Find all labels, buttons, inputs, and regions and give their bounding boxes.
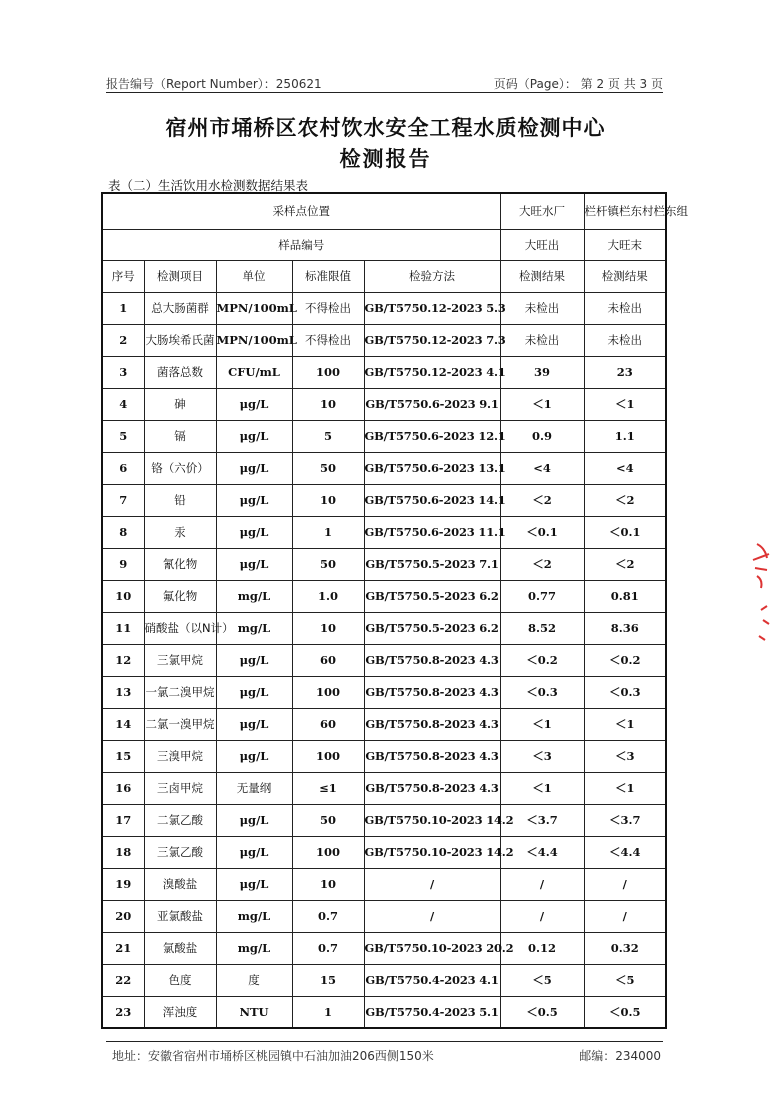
row-unit: μg/L — [216, 676, 292, 708]
row-result-2: ＜5 — [584, 964, 666, 996]
row-limit: 1 — [292, 996, 364, 1028]
row-item: 镉 — [144, 420, 216, 452]
table-row — [102, 708, 666, 740]
row-no: 15 — [102, 740, 144, 772]
row-limit: 5 — [292, 420, 364, 452]
row-no: 19 — [102, 868, 144, 900]
row-unit: μg/L — [216, 484, 292, 516]
row-no: 22 — [102, 964, 144, 996]
row-no: 17 — [102, 804, 144, 836]
table-row — [102, 292, 666, 324]
row-result-2: 0.32 — [584, 932, 666, 964]
row-method: GB/T5750.8-2023 4.3 — [364, 708, 500, 740]
row-item: 大肠埃希氏菌 — [144, 324, 216, 356]
header-divider — [106, 92, 663, 93]
row-unit: MPN/100mL — [216, 292, 292, 324]
row-result-2: ＜1 — [584, 388, 666, 420]
row-unit: 无量纲 — [216, 772, 292, 804]
row-result-2: <4 — [584, 452, 666, 484]
row-method: / — [364, 868, 500, 900]
row-no: 6 — [102, 452, 144, 484]
row-limit: 60 — [292, 644, 364, 676]
sample-2: 大旺末 — [584, 229, 666, 260]
row-result-1: <4 — [500, 452, 584, 484]
row-item: 二氯乙酸 — [144, 804, 216, 836]
col-header-unit: 单位 — [216, 260, 292, 292]
row-result-1: ＜4.4 — [500, 836, 584, 868]
row-no: 23 — [102, 996, 144, 1028]
row-limit: 0.7 — [292, 900, 364, 932]
table-row — [102, 996, 666, 1028]
row-no: 21 — [102, 932, 144, 964]
row-unit: 度 — [216, 964, 292, 996]
table-row — [102, 612, 666, 644]
row-result-2: ＜0.2 — [584, 644, 666, 676]
row-result-2: 未检出 — [584, 324, 666, 356]
report-number: 报告编号（Report Number）：250621 — [106, 77, 322, 91]
row-method: GB/T5750.10-2023 14.2 — [364, 804, 500, 836]
row-result-1: / — [500, 900, 584, 932]
row-item: 三卤甲烷 — [144, 772, 216, 804]
row-result-1: ＜3.7 — [500, 804, 584, 836]
sampling-location-label: 采样点位置 — [102, 193, 500, 229]
row-item: 三氯乙酸 — [144, 836, 216, 868]
row-result-2: ＜1 — [584, 772, 666, 804]
page-number: 页码（Page）： 第 2 页 共 3 页 — [493, 77, 663, 91]
row-result-2: 0.81 — [584, 580, 666, 612]
row-item: 汞 — [144, 516, 216, 548]
row-limit: 10 — [292, 484, 364, 516]
table-row — [102, 772, 666, 804]
report-subtitle: 检测报告 — [339, 147, 432, 171]
row-no: 18 — [102, 836, 144, 868]
row-item: 亚氯酸盐 — [144, 900, 216, 932]
row-method: GB/T5750.6-2023 12.1 — [364, 420, 500, 452]
location-1: 大旺水厂 — [500, 193, 584, 229]
row-result-2: ＜3.7 — [584, 804, 666, 836]
table-row — [102, 644, 666, 676]
table-row — [102, 868, 666, 900]
row-item: 氯酸盐 — [144, 932, 216, 964]
row-result-2: ＜1 — [584, 708, 666, 740]
row-method: GB/T5750.6-2023 14.1 — [364, 484, 500, 516]
row-result-1: ＜1 — [500, 388, 584, 420]
row-result-2: / — [584, 900, 666, 932]
row-no: 8 — [102, 516, 144, 548]
row-unit: μg/L — [216, 836, 292, 868]
row-unit: mg/L — [216, 900, 292, 932]
row-limit: 10 — [292, 868, 364, 900]
footer-divider — [106, 1041, 663, 1042]
row-result-2: ＜0.3 — [584, 676, 666, 708]
row-limit: 不得检出 — [292, 324, 364, 356]
col-header-no: 序号 — [102, 260, 144, 292]
row-result-2: 未检出 — [584, 292, 666, 324]
table-row — [102, 420, 666, 452]
row-limit: 10 — [292, 612, 364, 644]
row-method: GB/T5750.10-2023 20.2 — [364, 932, 500, 964]
footer-postcode: 邮编：234000 — [579, 1049, 661, 1063]
row-item: 一氯二溴甲烷 — [144, 676, 216, 708]
col-header-result-1: 检测结果 — [500, 260, 584, 292]
row-limit: 50 — [292, 548, 364, 580]
row-method: GB/T5750.12-2023 4.1 — [364, 356, 500, 388]
row-unit: mg/L — [216, 932, 292, 964]
sample-1: 大旺出 — [500, 229, 584, 260]
row-item: 总大肠菌群 — [144, 292, 216, 324]
row-method: GB/T5750.6-2023 9.1 — [364, 388, 500, 420]
row-limit: 10 — [292, 388, 364, 420]
row-no: 1 — [102, 292, 144, 324]
row-limit: 15 — [292, 964, 364, 996]
row-item: 三氯甲烷 — [144, 644, 216, 676]
row-result-1: 0.77 — [500, 580, 584, 612]
report-title: 宿州市埇桥区农村饮水安全工程水质检测中心 — [165, 116, 606, 140]
row-result-2: ＜2 — [584, 548, 666, 580]
row-no: 20 — [102, 900, 144, 932]
row-result-1: ＜2 — [500, 548, 584, 580]
row-result-1: / — [500, 868, 584, 900]
row-item: 铬（六价） — [144, 452, 216, 484]
table-row — [102, 932, 666, 964]
row-method: GB/T5750.6-2023 13.1 — [364, 452, 500, 484]
table-row — [102, 324, 666, 356]
row-result-1: 未检出 — [500, 292, 584, 324]
row-unit: CFU/mL — [216, 356, 292, 388]
table-row — [102, 356, 666, 388]
row-limit: 0.7 — [292, 932, 364, 964]
row-method: GB/T5750.4-2023 4.1 — [364, 964, 500, 996]
row-no: 2 — [102, 324, 144, 356]
row-unit: mg/L — [216, 612, 292, 644]
row-limit: 50 — [292, 804, 364, 836]
row-no: 4 — [102, 388, 144, 420]
table-row — [102, 900, 666, 932]
row-unit: μg/L — [216, 516, 292, 548]
row-item: 溴酸盐 — [144, 868, 216, 900]
table-row — [102, 836, 666, 868]
row-result-2: ＜4.4 — [584, 836, 666, 868]
row-unit: μg/L — [216, 420, 292, 452]
row-no: 16 — [102, 772, 144, 804]
row-unit: μg/L — [216, 388, 292, 420]
row-result-1: ＜1 — [500, 708, 584, 740]
row-method: GB/T5750.8-2023 4.3 — [364, 772, 500, 804]
row-item: 色度 — [144, 964, 216, 996]
row-method: GB/T5750.5-2023 7.1 — [364, 548, 500, 580]
row-no: 14 — [102, 708, 144, 740]
col-header-limit: 标准限值 — [292, 260, 364, 292]
sampling-location-row — [102, 193, 666, 229]
row-result-1: 0.9 — [500, 420, 584, 452]
row-result-2: / — [584, 868, 666, 900]
col-header-item: 检测项目 — [144, 260, 216, 292]
row-method: / — [364, 900, 500, 932]
row-result-2: ＜0.1 — [584, 516, 666, 548]
table-row — [102, 676, 666, 708]
row-method: GB/T5750.5-2023 6.2 — [364, 612, 500, 644]
row-limit: 100 — [292, 676, 364, 708]
footer-address: 地址：安徽省宿州市埇桥区桃园镇中石油加油206西侧150米 — [112, 1049, 434, 1063]
row-result-1: ＜0.2 — [500, 644, 584, 676]
row-method: GB/T5750.8-2023 4.3 — [364, 676, 500, 708]
row-item: 三溴甲烷 — [144, 740, 216, 772]
table-caption: 表（二）生活饮用水检测数据结果表 — [108, 178, 309, 193]
row-unit: MPN/100mL — [216, 324, 292, 356]
row-method: GB/T5750.4-2023 5.1 — [364, 996, 500, 1028]
row-method: GB/T5750.10-2023 14.2 — [364, 836, 500, 868]
table-row — [102, 548, 666, 580]
row-unit: μg/L — [216, 740, 292, 772]
row-unit: μg/L — [216, 868, 292, 900]
row-item: 二氯一溴甲烷 — [144, 708, 216, 740]
row-result-1: 未检出 — [500, 324, 584, 356]
table-row — [102, 804, 666, 836]
row-result-1: 8.52 — [500, 612, 584, 644]
sample-number-label: 样品编号 — [102, 229, 500, 260]
row-item: 浑浊度 — [144, 996, 216, 1028]
row-result-1: 0.12 — [500, 932, 584, 964]
row-result-1: ＜1 — [500, 772, 584, 804]
row-result-1: ＜3 — [500, 740, 584, 772]
table-row — [102, 964, 666, 996]
row-limit: 100 — [292, 356, 364, 388]
row-result-1: ＜0.3 — [500, 676, 584, 708]
row-no: 13 — [102, 676, 144, 708]
row-limit: 1 — [292, 516, 364, 548]
row-result-2: ＜3 — [584, 740, 666, 772]
row-item: 氰化物 — [144, 548, 216, 580]
row-limit: 100 — [292, 836, 364, 868]
table-row — [102, 388, 666, 420]
row-result-2: 1.1 — [584, 420, 666, 452]
stamp-fragment — [743, 540, 771, 650]
col-header-result-2: 检测结果 — [584, 260, 666, 292]
table-row — [102, 452, 666, 484]
row-limit: 1.0 — [292, 580, 364, 612]
sample-number-row — [102, 229, 666, 260]
row-limit: 50 — [292, 452, 364, 484]
row-result-1: ＜0.5 — [500, 996, 584, 1028]
row-limit: 不得检出 — [292, 292, 364, 324]
row-unit: μg/L — [216, 644, 292, 676]
row-limit: 100 — [292, 740, 364, 772]
row-no: 10 — [102, 580, 144, 612]
row-method: GB/T5750.5-2023 6.2 — [364, 580, 500, 612]
row-item: 铅 — [144, 484, 216, 516]
row-item: 砷 — [144, 388, 216, 420]
row-result-1: ＜0.1 — [500, 516, 584, 548]
row-unit: μg/L — [216, 708, 292, 740]
row-unit: μg/L — [216, 548, 292, 580]
row-limit: 60 — [292, 708, 364, 740]
row-method: GB/T5750.8-2023 4.3 — [364, 740, 500, 772]
row-method: GB/T5750.6-2023 11.1 — [364, 516, 500, 548]
table-row — [102, 580, 666, 612]
row-result-1: 39 — [500, 356, 584, 388]
column-header-row — [102, 260, 666, 292]
row-method: GB/T5750.8-2023 4.3 — [364, 644, 500, 676]
row-limit: ≤1 — [292, 772, 364, 804]
row-result-1: ＜2 — [500, 484, 584, 516]
row-method: GB/T5750.12-2023 7.3 — [364, 324, 500, 356]
row-no: 3 — [102, 356, 144, 388]
row-item: 氟化物 — [144, 580, 216, 612]
row-result-1: ＜5 — [500, 964, 584, 996]
row-no: 11 — [102, 612, 144, 644]
row-no: 5 — [102, 420, 144, 452]
results-table — [101, 192, 689, 1029]
row-item: 菌落总数 — [144, 356, 216, 388]
row-result-2: ＜2 — [584, 484, 666, 516]
location-2: 栏杆镇栏东村栏东组 — [584, 193, 666, 229]
table-row — [102, 516, 666, 548]
row-unit: NTU — [216, 996, 292, 1028]
row-result-2: 23 — [584, 356, 666, 388]
page-header — [106, 73, 663, 91]
page-footer — [112, 1047, 661, 1063]
row-unit: μg/L — [216, 804, 292, 836]
row-no: 7 — [102, 484, 144, 516]
row-method: GB/T5750.12-2023 5.3 — [364, 292, 500, 324]
row-unit: mg/L — [216, 580, 292, 612]
row-unit: μg/L — [216, 452, 292, 484]
table-row — [102, 740, 666, 772]
row-no: 9 — [102, 548, 144, 580]
row-result-2: ＜0.5 — [584, 996, 666, 1028]
row-item: 硝酸盐（以N计） — [144, 612, 216, 644]
row-result-2: 8.36 — [584, 612, 666, 644]
row-no: 12 — [102, 644, 144, 676]
table-row — [102, 484, 666, 516]
col-header-method: 检验方法 — [364, 260, 500, 292]
